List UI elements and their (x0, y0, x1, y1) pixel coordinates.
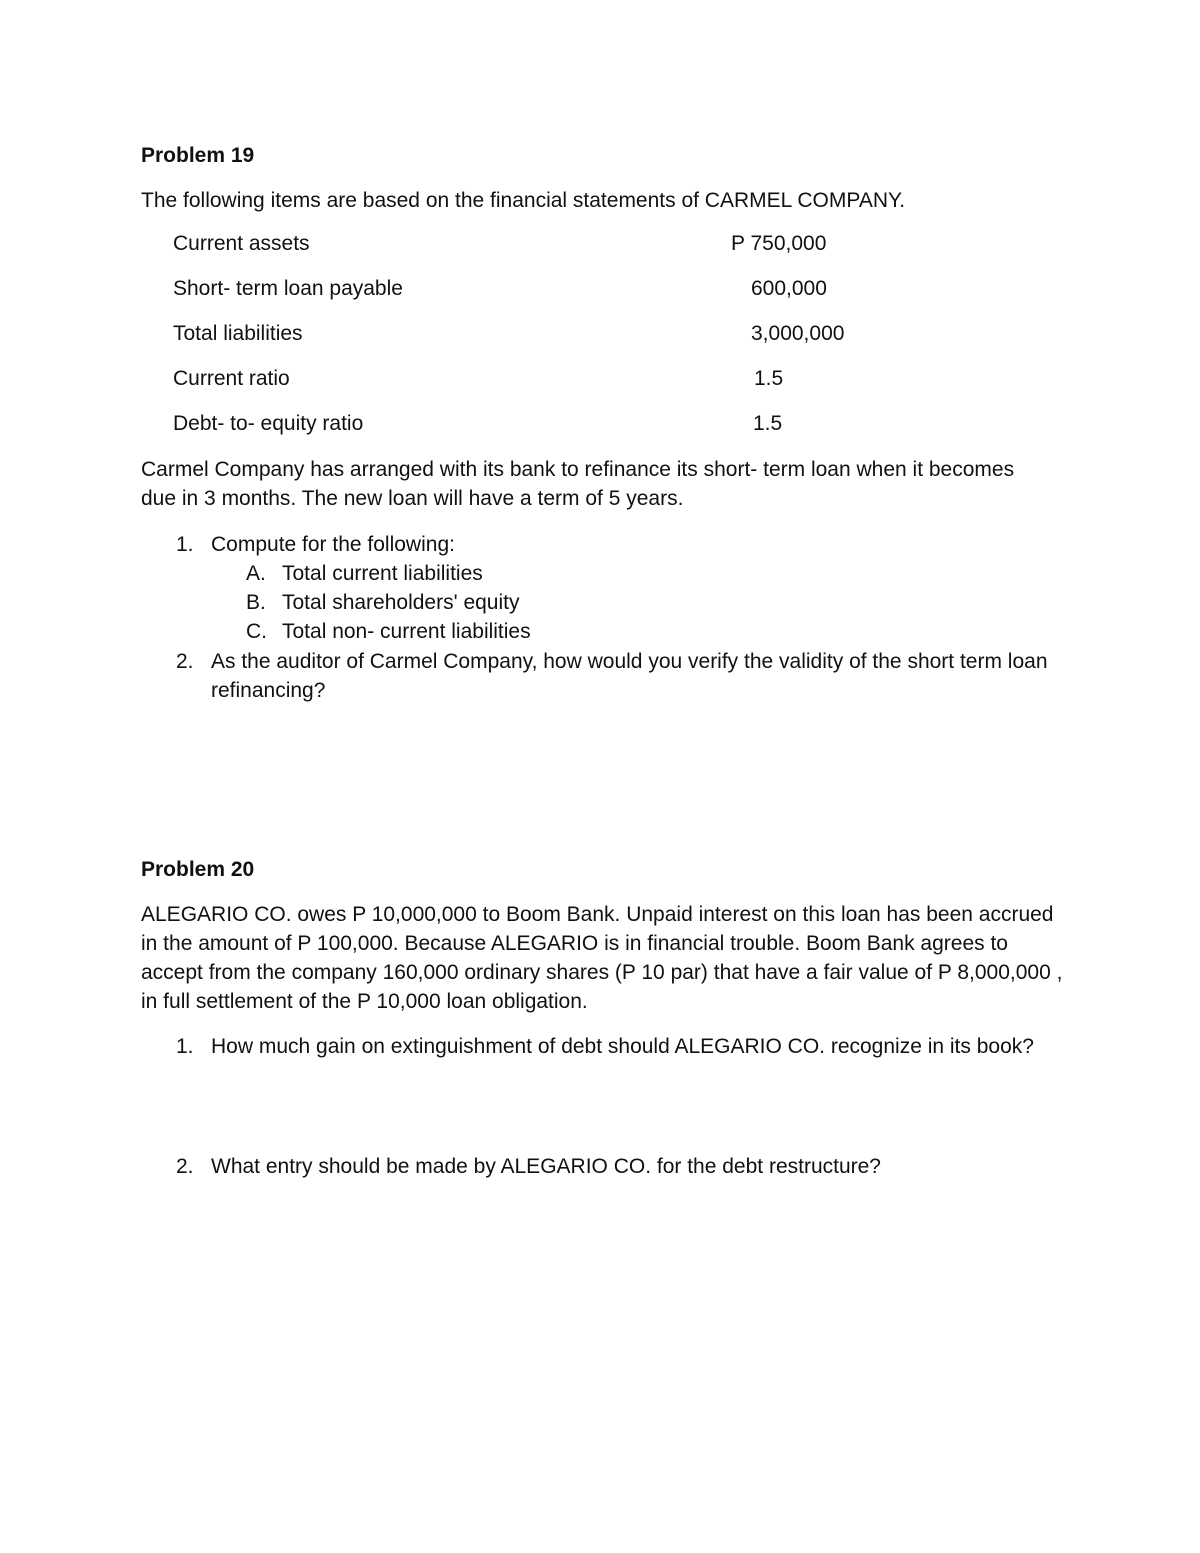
list-text: What entry should be made by ALEGARIO CO. for the debt restructure? (211, 1155, 881, 1178)
item-value: P 750,000 (731, 232, 827, 255)
sub-list-text: Total non- current liabilities (282, 620, 531, 643)
problem-20-title: Problem 20 (141, 858, 255, 881)
list-number: 2. (176, 1155, 194, 1178)
sub-list-text: Total current liabilities (282, 562, 483, 585)
problem-20-paragraph: ALEGARIO CO. owes P 10,000,000 to Boom Bank. Unpaid interest on this loan has been accrued in the amount of P 100,000. Because ALEGARIO is in financial trouble. Boom Bank agrees to accept from the company 160,000 ordinary shares (P 10 par) that have a fair value of P 8,000,000 , in full settlement of the P 10,000 loan obligation. (141, 903, 1063, 1013)
financial-item-row (173, 367, 933, 397)
financial-item-row (173, 412, 933, 442)
item-value: 3,000,000 (751, 322, 845, 345)
sub-list-text: Total shareholders' equity (282, 591, 520, 614)
sub-list-letter: C. (246, 620, 267, 643)
problem-19-title: Problem 19 (141, 144, 255, 167)
list-text: Compute for the following: (211, 533, 455, 556)
sub-list-letter: B. (246, 591, 266, 614)
item-label: Short- term loan payable (173, 277, 403, 300)
problem-19-intro: The following items are based on the financial statements of CARMEL COMPANY. (141, 189, 906, 212)
sub-list-letter: A. (246, 562, 266, 585)
item-label: Debt- to- equity ratio (173, 412, 364, 435)
item-label: Total liabilities (173, 322, 303, 345)
item-value: 600,000 (751, 277, 827, 300)
item-label: Current assets (173, 232, 310, 255)
problem-19-paragraph: Carmel Company has arranged with its bank to refinance its short- term loan when it becomes due in 3 months. The new loan will have a term of 5 years. (141, 458, 1015, 510)
list-number: 1. (176, 533, 194, 556)
list-text: As the auditor of Carmel Company, how would you verify the validity of the short term loan refinancing? (211, 650, 1048, 702)
item-value: 1.5 (753, 412, 783, 435)
list-number: 2. (176, 650, 194, 673)
item-label: Current ratio (173, 367, 290, 390)
list-text: How much gain on extinguishment of debt should ALEGARIO CO. recognize in its book? (211, 1035, 1034, 1058)
list-number: 1. (176, 1035, 194, 1058)
financial-item-row (173, 232, 933, 262)
item-value: 1.5 (754, 367, 784, 390)
financial-item-row (173, 277, 933, 307)
financial-item-row (173, 322, 933, 352)
